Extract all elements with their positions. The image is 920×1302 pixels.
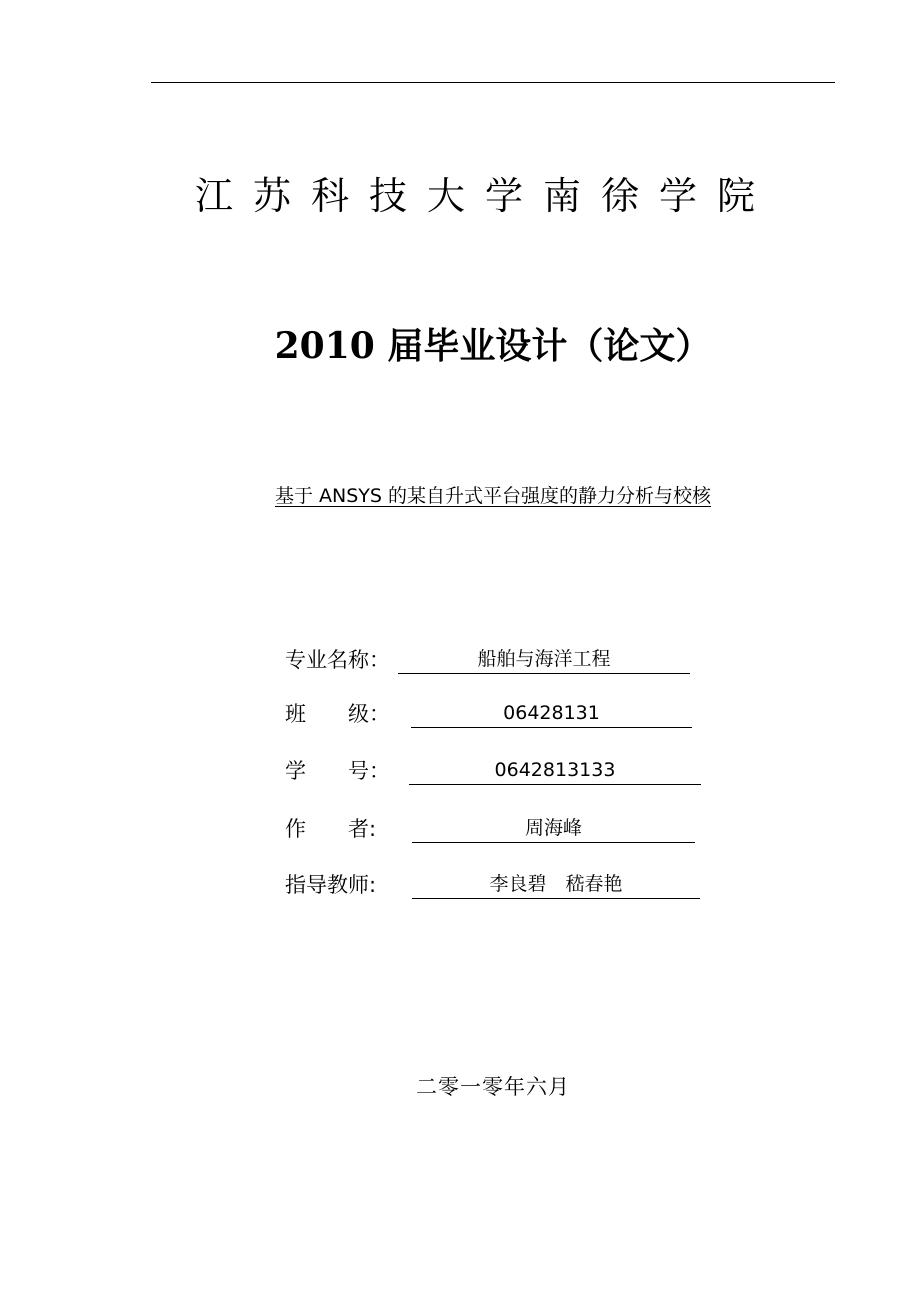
author-label: 作 者: xyxy=(285,817,377,841)
thesis-title: 2010 届毕业设计（论文） xyxy=(274,325,712,367)
major-value: 船舶与海洋工程 xyxy=(398,643,690,674)
advisor-label: 指导教师: xyxy=(285,873,377,897)
class-label: 班 级： xyxy=(285,702,390,726)
school-name: 江苏科技大学南徐学院 xyxy=(194,174,775,218)
author-value: 周海峰 xyxy=(412,812,695,843)
advisor-value: 李良碧 嵇春艳 xyxy=(412,868,700,899)
class-value: 06428131 xyxy=(411,697,692,728)
completion-date: 二零一零年六月 xyxy=(416,1075,570,1099)
major-label: 专业名称： xyxy=(285,648,390,672)
student-id-value: 0642813133 xyxy=(409,754,701,785)
header-rule xyxy=(151,82,835,83)
thesis-topic: 基于 ANSYS 的某自升式平台强度的静力分析与校核 xyxy=(274,485,712,507)
student-id-label: 学 号： xyxy=(285,759,390,783)
